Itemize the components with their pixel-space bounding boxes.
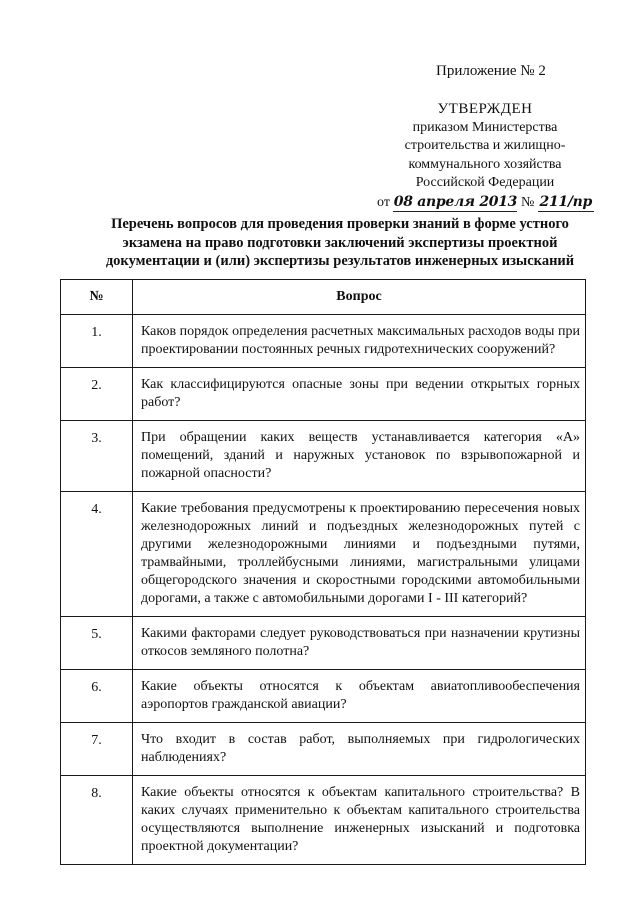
question-text: Какими факторами следует руководствоваться при назначении крутизны откосов земляного полотна? xyxy=(133,617,586,670)
question-number: 5. xyxy=(61,617,133,670)
question-text: Какие требования предусмотрены к проектированию пересечения новых железнодорожных линий и подъездных железнодорожных путей с другими железнодорожными линиями и подъездными путями, трамвайными, троллейбусными линиями, магистральными улицами общегородского значения и скоростными городскими автомобильными дорогами, а также с автомобильными дорогами I - III категорий? xyxy=(133,492,586,617)
table-row xyxy=(61,421,586,492)
question-number: 1. xyxy=(61,315,133,368)
questions-table xyxy=(60,279,586,865)
table-row xyxy=(61,617,586,670)
approval-line: приказом Министерства xyxy=(412,119,558,135)
document-title: Перечень вопросов для проведения проверки знаний в форме устного экзамена на право подготовки заключений экспертизы проектной документации и (или) экспертизы результатов инженерных изысканий xyxy=(105,216,575,269)
order-line xyxy=(360,193,610,213)
order-number-label: № xyxy=(520,194,535,210)
question-text: Какие объекты относятся к объектам капитального строительства? В каких случаях применительно к объектам капитального строительства осуществляются выполнение инженерных изысканий и подготовка проектной документации? xyxy=(133,776,586,865)
table-row xyxy=(61,368,586,421)
question-number: 8. xyxy=(61,776,133,865)
question-text: Какие объекты относятся к объектам авиатопливообеспечения аэропортов гражданской авиации? xyxy=(133,670,586,723)
question-text: Как классифицируются опасные зоны при ведении открытых горных работ? xyxy=(133,368,586,421)
approval-line: строительства и жилищно- xyxy=(404,138,566,153)
table-row xyxy=(61,723,586,776)
order-prefix: от xyxy=(377,194,390,210)
approval-block xyxy=(360,100,610,212)
question-text: При обращении каких веществ устанавливается категория «А» помещений, зданий и наружных установок по взрывопожарной и пожарной опасности? xyxy=(133,421,586,492)
question-number: 7. xyxy=(61,723,133,776)
table-row xyxy=(61,492,586,617)
question-text: Каков порядок определения расчетных максимальных расходов воды при проектировании постоянных речных гидротехнических сооружений? xyxy=(133,315,586,368)
approved-heading: УТВЕРЖДЕН xyxy=(437,101,533,117)
order-number-handwritten: 211/пр xyxy=(538,193,594,213)
question-number: 4. xyxy=(61,492,133,617)
appendix-label: Приложение № 2 xyxy=(436,63,546,79)
approval-line: коммунального хозяйства xyxy=(408,156,562,172)
question-number: 2. xyxy=(61,368,133,421)
order-date-handwritten: 08 апреля 2013 xyxy=(393,193,517,213)
table-header-row xyxy=(61,280,586,315)
question-number: 6. xyxy=(61,670,133,723)
question-number: 3. xyxy=(61,421,133,492)
question-text: Что входит в состав работ, выполняемых при гидрологических наблюдениях? xyxy=(133,723,586,776)
column-header-question: Вопрос xyxy=(133,280,586,315)
table-row xyxy=(61,670,586,723)
column-header-number: № xyxy=(61,280,133,315)
table-row xyxy=(61,776,586,865)
approval-line: Российской Федерации xyxy=(415,175,555,190)
table-row xyxy=(61,315,586,368)
